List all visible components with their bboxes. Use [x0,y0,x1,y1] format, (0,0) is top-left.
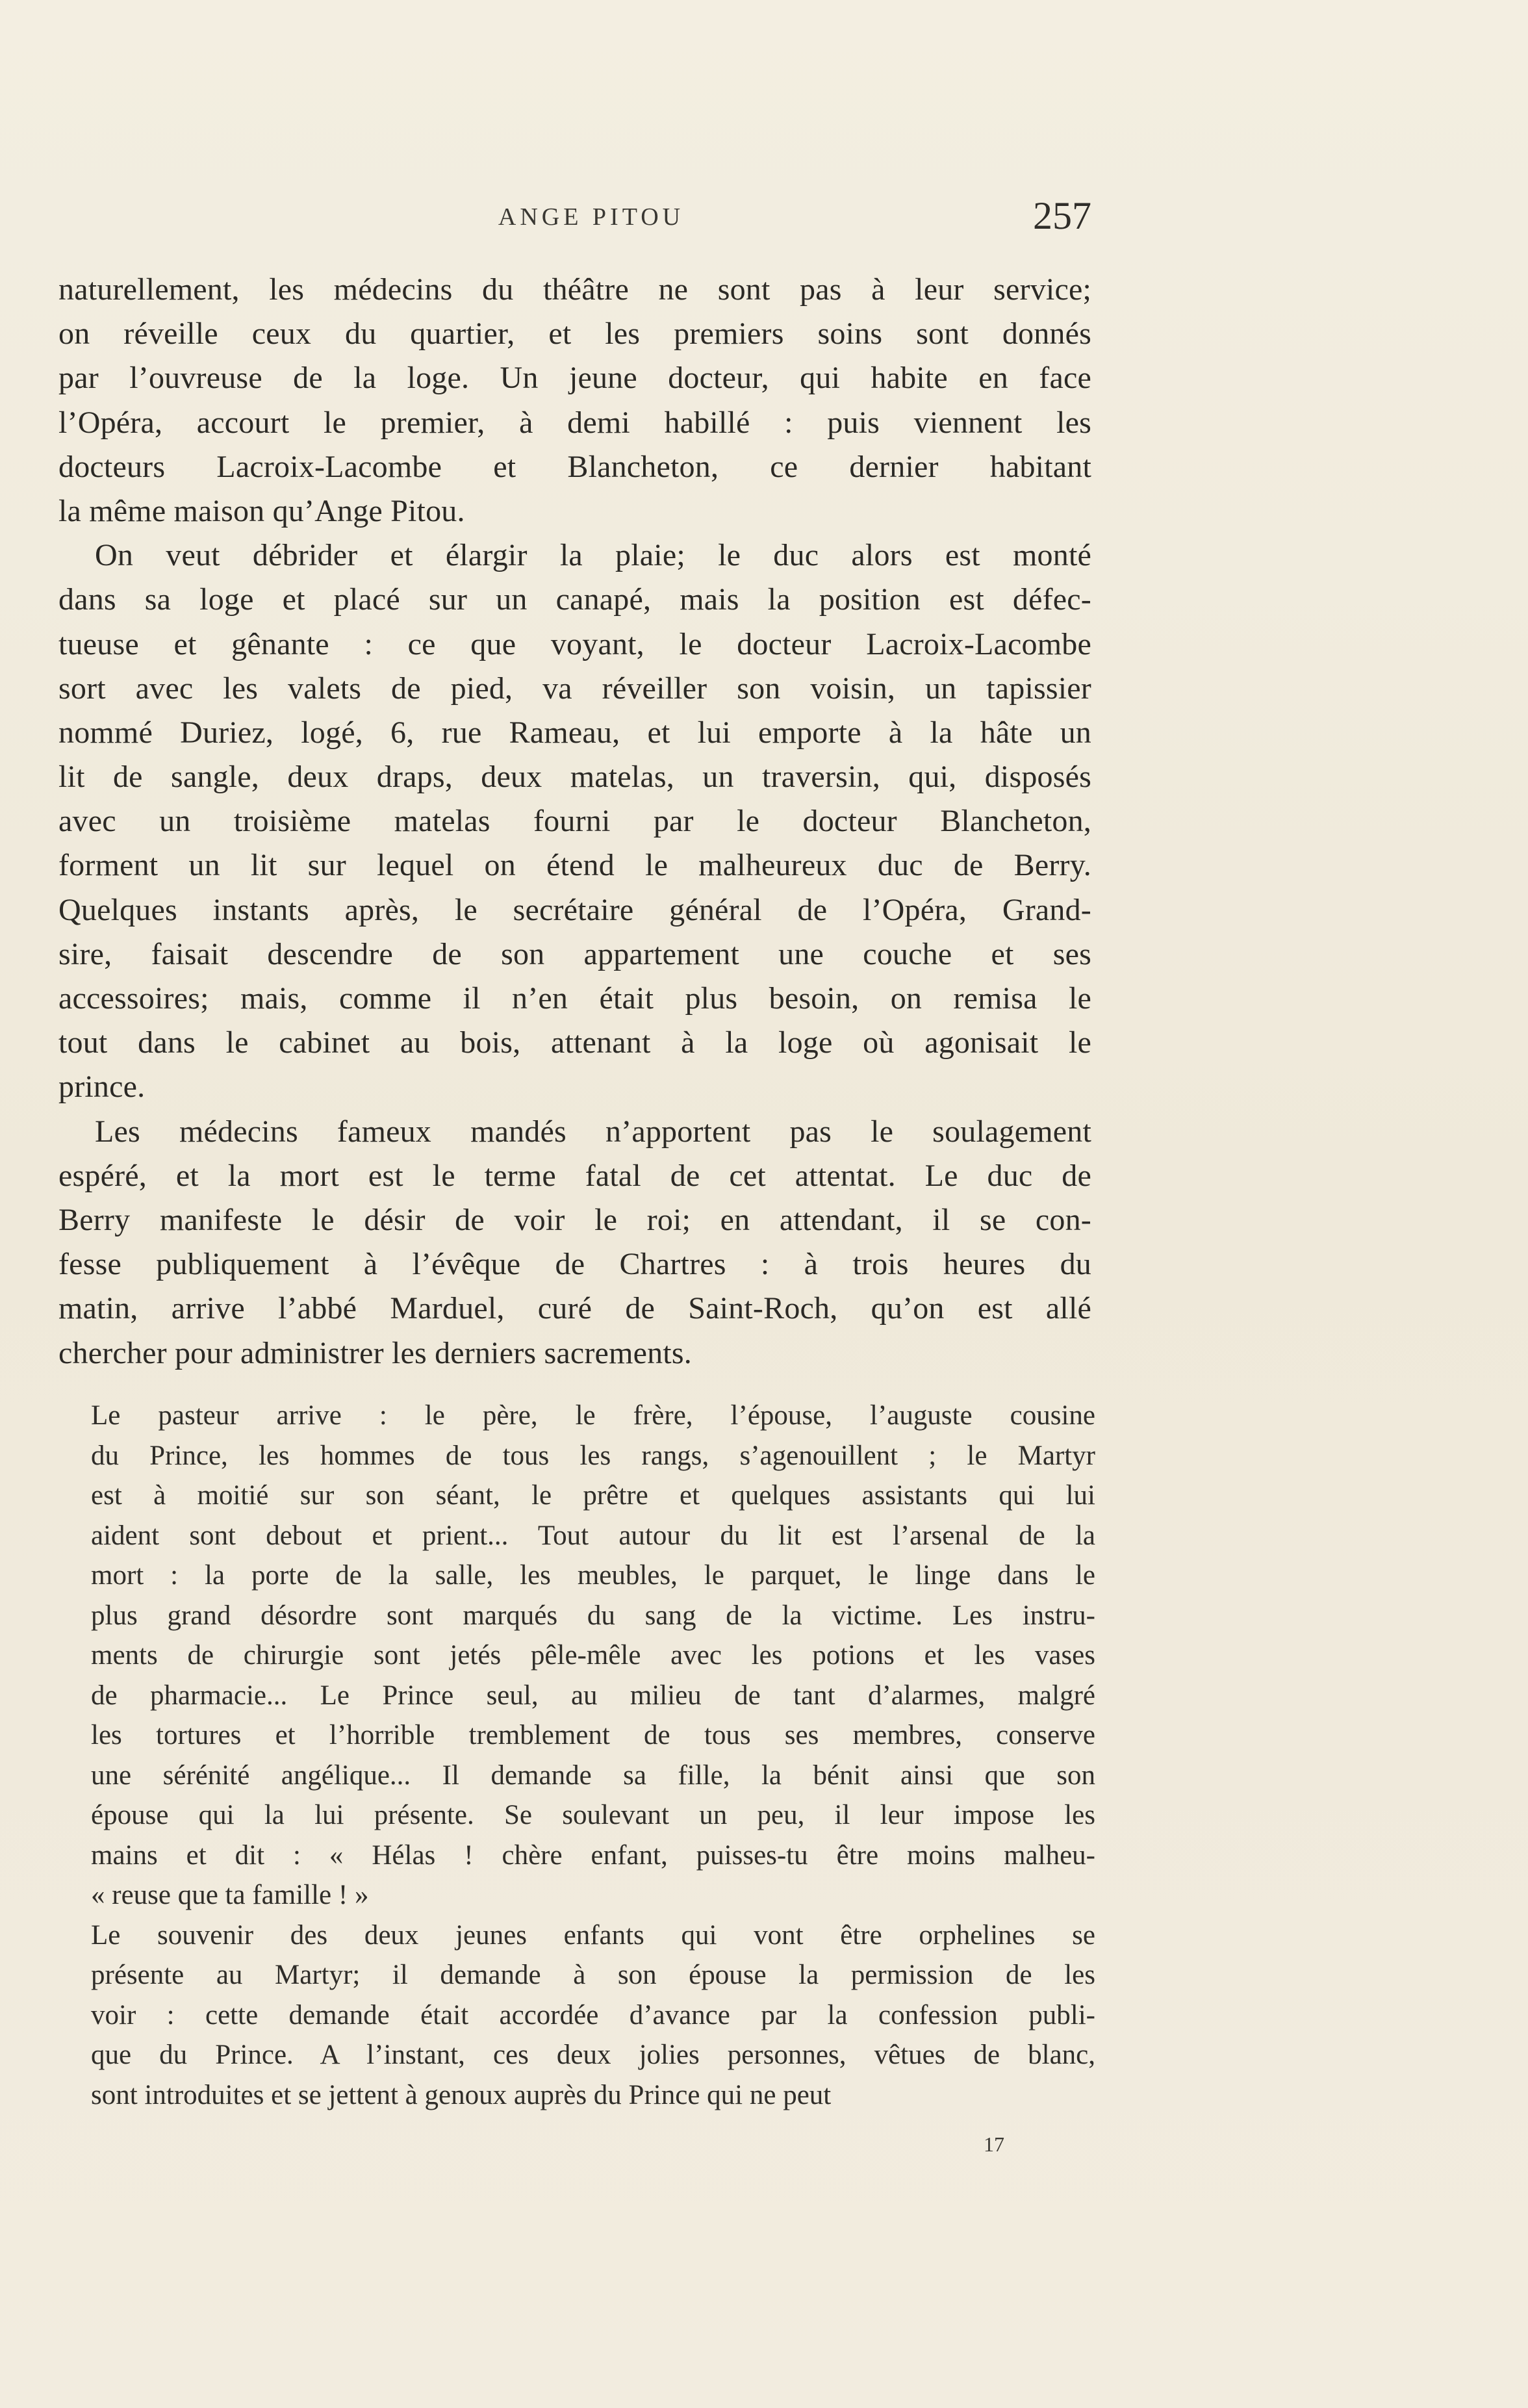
main-text-line: dans sa loge et placé sur un canapé, mais la position est défec- [58,582,1091,617]
running-head [0,190,1528,242]
main-text-paragraph [58,1110,1091,1376]
quote-text-line: les tortures et l’horrible tremblement de tous ses membres, conserve [91,1720,1095,1750]
main-text-line: espéré, et la mort est le terme fatal de cet attentat. Le duc de [58,1158,1091,1193]
quote-text-line: du Prince, les hommes de tous les rangs, s’agenouillent ; le Martyr [91,1440,1095,1471]
main-text-line: Les médecins fameux mandés n’apportent pas le soulagement [95,1114,1091,1149]
main-text-line: Berry manifeste le désir de voir le roi; en attendant, il se con- [58,1202,1091,1237]
main-text-line: par l’ouvreuse de la loge. Un jeune docteur, qui habite en face [58,361,1091,396]
main-text-line: la même maison qu’Ange Pitou. [58,493,465,528]
main-text-line: sire, faisait descendre de son appartement une couche et ses [58,936,1091,971]
quote-text-line: que du Prince. A l’instant, ces deux jolies personnes, vêtues de blanc, [91,2040,1095,2070]
main-text-line: avec un troisième matelas fourni par le docteur Blancheton, [58,804,1091,839]
main-text-line: matin, arrive l’abbé Marduel, curé de Saint-Roch, qu’on est allé [58,1291,1091,1326]
main-text-line: sort avec les valets de pied, va réveiller son voisin, un tapissier [58,671,1091,706]
main-text-line: prince. [58,1070,146,1105]
main-text-line: tueuse et gênante : ce que voyant, le docteur Lacroix-Lacombe [58,626,1091,661]
main-text-line: docteurs Lacroix-Lacombe et Blancheton, ce dernier habitant [58,449,1091,484]
quote-text-line: une sérénité angélique... Il demande sa fille, la bénit ainsi que son [91,1760,1095,1791]
quote-text-paragraph [91,1396,1095,1915]
quote-text-line: de pharmacie... Le Prince seul, au milieu de tant d’alarmes, malgré [91,1680,1095,1711]
main-text-line: naturellement, les médecins du théâtre ne sont pas à leur service; [58,272,1091,307]
signature-mark: 17 [984,2133,1004,2156]
main-text-line: On veut débrider et élargir la plaie; le duc alors est monté [95,538,1091,573]
quote-text-line: mains et dit : « Hélas ! chère enfant, puisses-tu être moins malheu- [91,1839,1095,1871]
main-text-line: forment un lit sur lequel on étend le malheureux duc de Berry. [58,848,1091,883]
quote-text-line: voir : cette demande était accordée d’avance par la confession publi- [91,1999,1095,2030]
main-text-line: nommé Duriez, logé, 6, rue Rameau, et lui emporte à la hâte un [58,715,1091,750]
main-text-line: lit de sangle, deux draps, deux matelas, un traversin, qui, disposés [58,760,1091,795]
quoted-text-block [91,1396,1095,2115]
main-text-line: accessoires; mais, comme il n’en était plus besoin, on remisa le [58,981,1091,1016]
main-text-paragraph [58,268,1091,533]
main-text-line: l’Opéra, accourt le premier, à demi habillé : puis viennent les [58,405,1091,440]
quote-text-line: épouse qui la lui présente. Se soulevant un peu, il leur impose les [91,1800,1095,1830]
page-number: 257 [1033,194,1091,237]
quote-text-line: ments de chirurgie sont jetés pêle-mêle avec les potions et les vases [91,1640,1095,1671]
main-text-line: chercher pour administrer les derniers sacrements. [58,1335,692,1370]
quote-text-line: aident sont debout et prient... Tout autour du lit est l’arsenal de la [91,1520,1095,1551]
quote-text-line: mort : la porte de la salle, les meubles, le parquet, le linge dans le [91,1560,1095,1591]
main-text-line: Quelques instants après, le secrétaire général de l’Opéra, Grand- [58,892,1091,927]
quote-text-line: Le souvenir des deux jeunes enfants qui vont être orphelines se [91,1919,1095,1951]
main-text-line: on réveille ceux du quartier, et les premiers soins sont donnés [58,316,1091,352]
main-text-paragraph [58,533,1091,1109]
quote-text-line: plus grand désordre sont marqués du sang de la victime. Les instru- [91,1600,1095,1631]
quote-text-paragraph [91,1915,1095,2116]
quote-text-line: présente au Martyr; il demande à son épouse la permission de les [91,1960,1095,1990]
quote-text-line: est à moitié sur son séant, le prêtre et quelques assistants qui lui [91,1480,1095,1511]
quote-text-line: sont introduites et se jettent à genoux auprès du Prince qui ne peut [91,2079,832,2110]
main-text-block [58,268,1091,1376]
main-text-line: fesse publiquement à l’évêque de Chartres : à trois heures du [58,1247,1091,1282]
running-title: ANGE PITOU [498,203,685,231]
quote-text-line: « reuse que ta famille ! » [91,1880,369,1910]
main-text-line: tout dans le cabinet au bois, attenant à la loge où agonisait le [58,1025,1091,1060]
quote-text-line: Le pasteur arrive : le père, le frère, l’épouse, l’auguste cousine [91,1400,1095,1431]
